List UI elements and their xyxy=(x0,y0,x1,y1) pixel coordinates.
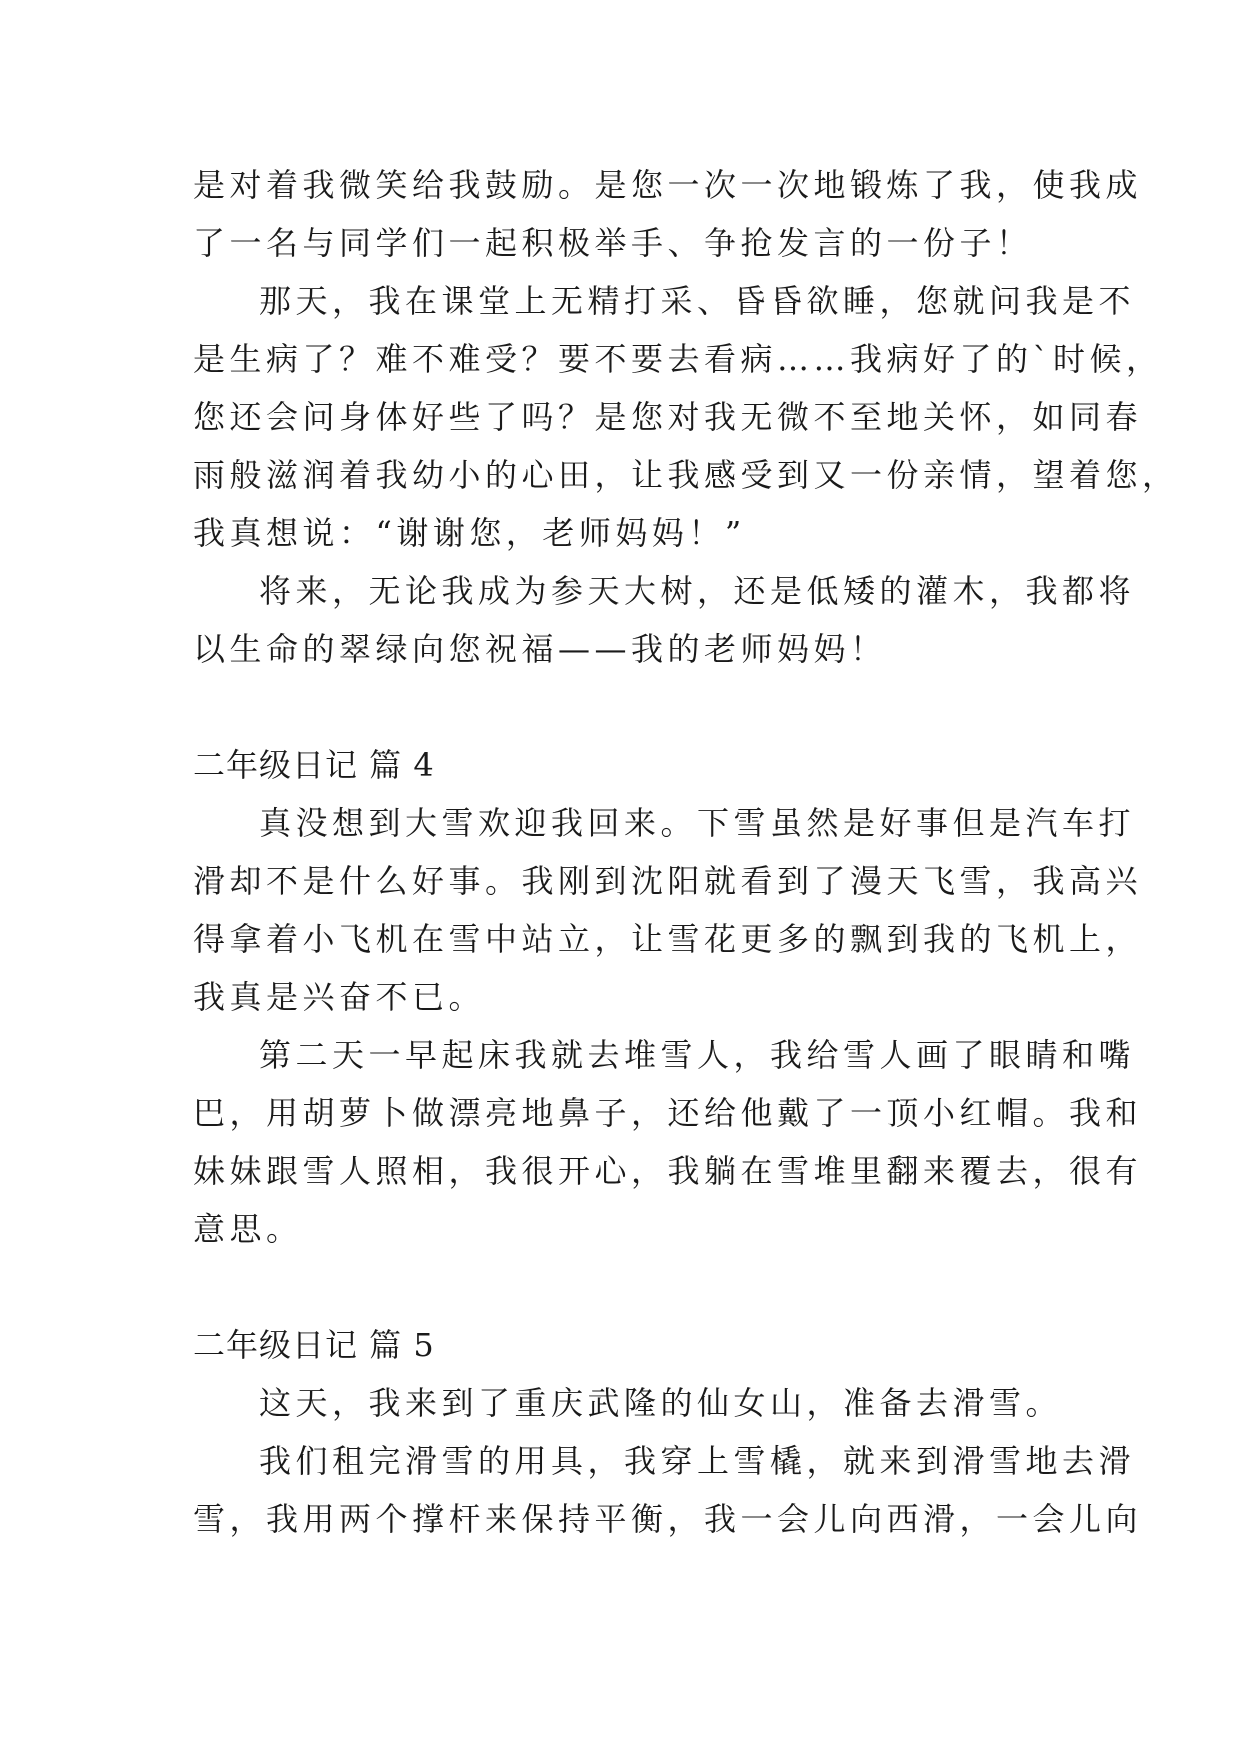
paragraph xyxy=(193,794,1143,1026)
text-line: 妹妹跟雪人照相，我很开心，我躺在雪堆里翻来覆去，很有 xyxy=(193,1152,1143,1190)
text-line: 雪，我用两个撑杆来保持平衡，我一会儿向西滑，一会儿向 xyxy=(193,1500,1143,1538)
paragraph xyxy=(193,1432,1143,1548)
text-line: 滑却不是什么好事。我刚到沈阳就看到了漫天飞雪，我高兴 xyxy=(193,862,1143,900)
text-line: 是对着我微笑给我鼓励。是您一次一次地锻炼了我，使我成 xyxy=(193,166,1143,204)
text-line: 意思。 xyxy=(193,1210,303,1248)
text-line: 我真想说：“谢谢您，老师妈妈！” xyxy=(193,514,746,552)
text-line: 第二天一早起床我就去堆雪人，我给雪人画了眼睛和嘴 xyxy=(259,1036,1136,1074)
blank-line xyxy=(193,1258,1053,1316)
text-line: 我们租完滑雪的用具，我穿上雪橇，就来到滑雪地去滑 xyxy=(259,1442,1136,1480)
section-heading: 二年级日记 篇 4 xyxy=(193,746,435,784)
blank-line xyxy=(193,678,1053,736)
paragraph xyxy=(193,272,1179,562)
text-line: 将来，无论我成为参天大树，还是低矮的灌木，我都将 xyxy=(259,572,1136,610)
text-line: 以生命的翠绿向您祝福——我的老师妈妈！ xyxy=(193,630,887,668)
text-line: 真没想到大雪欢迎我回来。下雪虽然是好事但是汽车打 xyxy=(259,804,1136,842)
document-body xyxy=(193,156,1179,1548)
text-line: 雨般滋润着我幼小的心田，让我感受到又一份亲情，望着您， xyxy=(193,456,1179,494)
document-page xyxy=(193,156,1179,1548)
text-line: 我真是兴奋不已。 xyxy=(193,978,486,1016)
paragraph xyxy=(193,562,1136,678)
text-line: 了一名与同学们一起积极举手、争抢发言的一份子！ xyxy=(193,224,1033,262)
text-line: 那天，我在课堂上无精打采、昏昏欲睡，您就问我是不 xyxy=(259,282,1136,320)
text-line: 这天，我来到了重庆武隆的仙女山，准备去滑雪。 xyxy=(259,1384,1063,1422)
text-line: 您还会问身体好些了吗？是您对我无微不至地关怀，如同春 xyxy=(193,398,1143,436)
text-line: 是生病了？难不难受？要不要去看病……我病好了的`时候， xyxy=(193,340,1163,378)
section-heading: 二年级日记 篇 5 xyxy=(193,1326,435,1364)
paragraph xyxy=(193,1026,1143,1258)
text-line: 得拿着小飞机在雪中站立，让雪花更多的飘到我的飞机上， xyxy=(193,920,1143,958)
paragraph xyxy=(193,1374,1063,1432)
text-line: 巴，用胡萝卜做漂亮地鼻子，还给他戴了一顶小红帽。我和 xyxy=(193,1094,1143,1132)
paragraph xyxy=(193,156,1143,272)
